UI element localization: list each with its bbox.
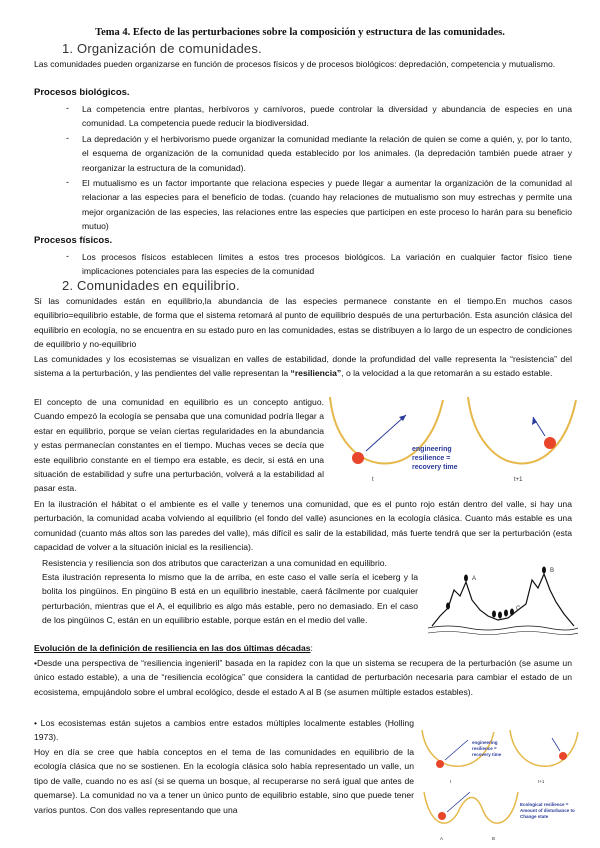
phys-item: Los procesos físicos establecen límites a estos tres procesos biológicos. La variación en cualquier factor físico tiene implicaciones potenciales para las especies de la comunidad: [82, 252, 572, 277]
resilience-comparison-figure: [420, 728, 580, 846]
fig3-eco-line1: Ecological resilience =: [520, 802, 569, 807]
valley-curve-left: [330, 397, 443, 463]
penguin-icon: [492, 611, 496, 618]
valley-figure-engineering: [328, 395, 578, 495]
iceberg-outline: [432, 574, 574, 626]
perturbation-arrow: [445, 740, 468, 760]
fig3-time-t: t: [450, 779, 452, 784]
fig3-state-a: A: [440, 836, 444, 841]
illustration-paragraph: En la ilustración el hábitat o el ambiente es el valle y tenemos una comunidad, que es el punto rojo están dentro del valle, si hay una perturbación, la comunidad acaba volviendo al equilibrio (el fondo del valle) asunciones en la ecología clásica. Cuanto más estable es una comunidad (cuanto más altos son las paredes del valle), más difícil es salir de la estabilidad, más fuerte tendrá que ser la perturbación (esta capacidad de volver a la situación inicial es la resiliencia).: [34, 499, 572, 553]
fig3-eco-line3: Change state: [520, 814, 549, 819]
evolution-item-2: • Los ecosistemas están sujetos a cambios entre estados múltiples localmente estables (Holling 1973).: [34, 718, 414, 743]
fig3-time-t1: t+1: [538, 779, 545, 784]
community-ball-right: [544, 437, 556, 449]
community-ball-left: [352, 452, 364, 464]
water-line: [428, 632, 578, 635]
fig3-label-line1: engineering: [472, 740, 498, 745]
penguin-label-a: A: [472, 576, 477, 582]
fig1-time-t: t: [372, 477, 374, 483]
fig3-label-line3: recovery time: [472, 752, 502, 757]
bullet-dash: -: [66, 251, 69, 261]
bio-item-mutualismo: El mutualismo es un factor importante que relaciona especies y puede llegar a aumentar la organización de la comunidad al relacionar a las especies para el beneficio de todas. (cuando hay relaciones de mutualismo son muy estrechas y permite una mejor organización de las especies, las relaciones entre las especies que participen en este proceso lo harán para su beneficio mutuo): [82, 178, 572, 232]
bullet-dash: -: [66, 133, 69, 143]
community-ball-state-a: [438, 812, 446, 820]
phys-processes-title: Procesos físicos.: [34, 235, 113, 246]
valleys-paragraph: [34, 352, 572, 381]
valleys-text-c: , o la velocidad a la que retomarán a su estado estable.: [341, 368, 553, 379]
penguin-icon: [464, 575, 468, 582]
heading-equilibrio: 2. Comunidades en equilibrio.: [62, 278, 240, 293]
resiliencia-term: “resiliencia”: [290, 368, 342, 379]
heading-organizacion: 1. Organización de comunidades.: [62, 41, 262, 56]
fig3-state-b: B: [492, 836, 496, 841]
penguin-icon: [446, 603, 450, 610]
concept-paragraph: El concepto de una comunidad en equilibrio es un concepto antiguo. Cuando empezó la ecología se pensaba que una comunidad podría llegar a estar en equilibrio, porque se veían ciertas regularidades en la abundancia y estas permanecían constantes en el tiempo. Muchas veces se decía que este equilibrio constante en el tiempo era estable, es decir, si está en una situación de estabilidad y sufre una perturbación, volverá a la estabilidad al pasar esta.: [34, 397, 324, 494]
recovery-arrow: [552, 738, 560, 751]
valleys-text-a: Las comunidades y los ecosistemas se visualizan en valles de estabilidad, donde la profundidad del valle representa la “resistencia” del sistema a la perturbación, y las pendientes del valle representan la: [34, 354, 572, 379]
penguin-icon: [542, 567, 546, 574]
evolution-item-1: •Desde una perspectiva de “resiliencia ingenieril” basada en la rapidez con la que un sistema se recupera de la perturbación (se asume un único estado estable), a una de “resiliencia ecológica” que considera la cantidad de perturbación necesaria para cambiar el estado de un ecosistema, empujándolo sobre el umbral ecológico, desde el estado A al B (se asumen múltiple estados estables).: [34, 658, 572, 697]
arrow-head-icon: [532, 417, 537, 425]
penguin-icon: [510, 609, 514, 616]
iceberg-paragraph: Esta ilustración representa lo mismo que la de arriba, en este caso el valle sería el iceberg y la bolita los pingüinos. En pingüino B está en un equilibrio inestable, caerá fácilmente por cualquier perturbación, mientras que el A, el equilibrio es algo más estable, pero no demasiado. En el caso de los pingüinos C, están en un equilibrio estable, porque están en el medio del valle.: [42, 572, 418, 626]
perturbation-arrow-left: [366, 415, 406, 451]
evolution-title-text: Evolución de la definición de resiliencia en las dos últimas décadas: [34, 643, 311, 653]
penguin-label-b: B: [550, 568, 555, 574]
penguin-icon: [498, 612, 502, 619]
fig3-label-line2: resilience =: [472, 746, 497, 751]
community-ball: [436, 760, 444, 768]
modern-view-paragraph: Hoy en día se cree que había conceptos en el tema de las comunidades en equilibrio de la ecología clásica que no se sostienen. En la ecología clásica solo había representado un valle, un tipo de valle, cuando no es así (si se quema un bosque, al recuperarse no será igual que antes de quemarse). La comunidad no va a tener un único punto de equilibrio estable, sino que puede tener varios puntos. Con dos valles representando que una: [34, 747, 414, 815]
fig1-label-line2: resilience =: [412, 455, 451, 462]
equilibrium-paragraph: Si las comunidades están en equilibrio,la abundancia de las especies permanece constante en el tiempo.En muchos casos equilibrio=equilibrio estable, de forma que el sistema retomará al punto de equilibrio después de una perturbación. Esta asunción clásica del equilibrio en ecología, no se encuentra en su estado puro en las comunidades, estas se distribuyen a lo largo de un espectro de condiciones de equilibrio y no-equilibrio: [34, 296, 572, 350]
bullet-dash: -: [66, 177, 69, 187]
state-change-arrow: [447, 792, 470, 812]
evolution-title-colon: :: [310, 643, 313, 653]
penguin-label-c: C: [516, 606, 521, 612]
fig1-label-line3: recovery time: [412, 464, 458, 471]
fig1-time-t1: t+1: [514, 477, 523, 483]
intro-paragraph: Las comunidades pueden organizarse en función de procesos físicos y de procesos biológicos: depredación, competencia y mutualismo.: [34, 59, 556, 69]
valley-curve-top-right: [510, 730, 578, 766]
water-line: [428, 626, 578, 630]
evolution-title: [34, 641, 572, 655]
iceberg-penguins-figure: [428, 560, 578, 638]
bio-processes-title: Procesos biológicos.: [34, 87, 130, 98]
penguin-icon: [504, 610, 508, 617]
resistance-paragraph: Resistencia y resiliencia son dos atributos que caracterizan a una comunidad en equilibrio.: [42, 558, 387, 568]
bullet-dash: -: [66, 103, 69, 113]
bio-item-depredacion: La depredación y el herbivorismo puede organizar la comunidad mediante la relación de quien se come a quién, y, por lo tanto, el esquema de organización de la comunidad queda establecido por los animales. (la depredación también puede atraer y reorganizar la estructura de la comunidad).: [82, 134, 572, 173]
fig3-eco-line2: Amount of disturbance to: [520, 808, 575, 813]
community-ball: [559, 752, 567, 760]
fig1-label-line1: engineering: [412, 446, 452, 453]
double-valley-curve: [424, 792, 518, 823]
document-title: Tema 4. Efecto de las perturbaciones sobre la composición y estructura de las comunidades.: [95, 27, 505, 38]
bio-item-competencia: La competencia entre plantas, herbívoros y carnívoros, puede controlar la diversidad y abundancia de especies en una comunidad. La competencia puede reducir la biodiversidad.: [82, 104, 572, 129]
valley-curve-right: [468, 397, 576, 463]
